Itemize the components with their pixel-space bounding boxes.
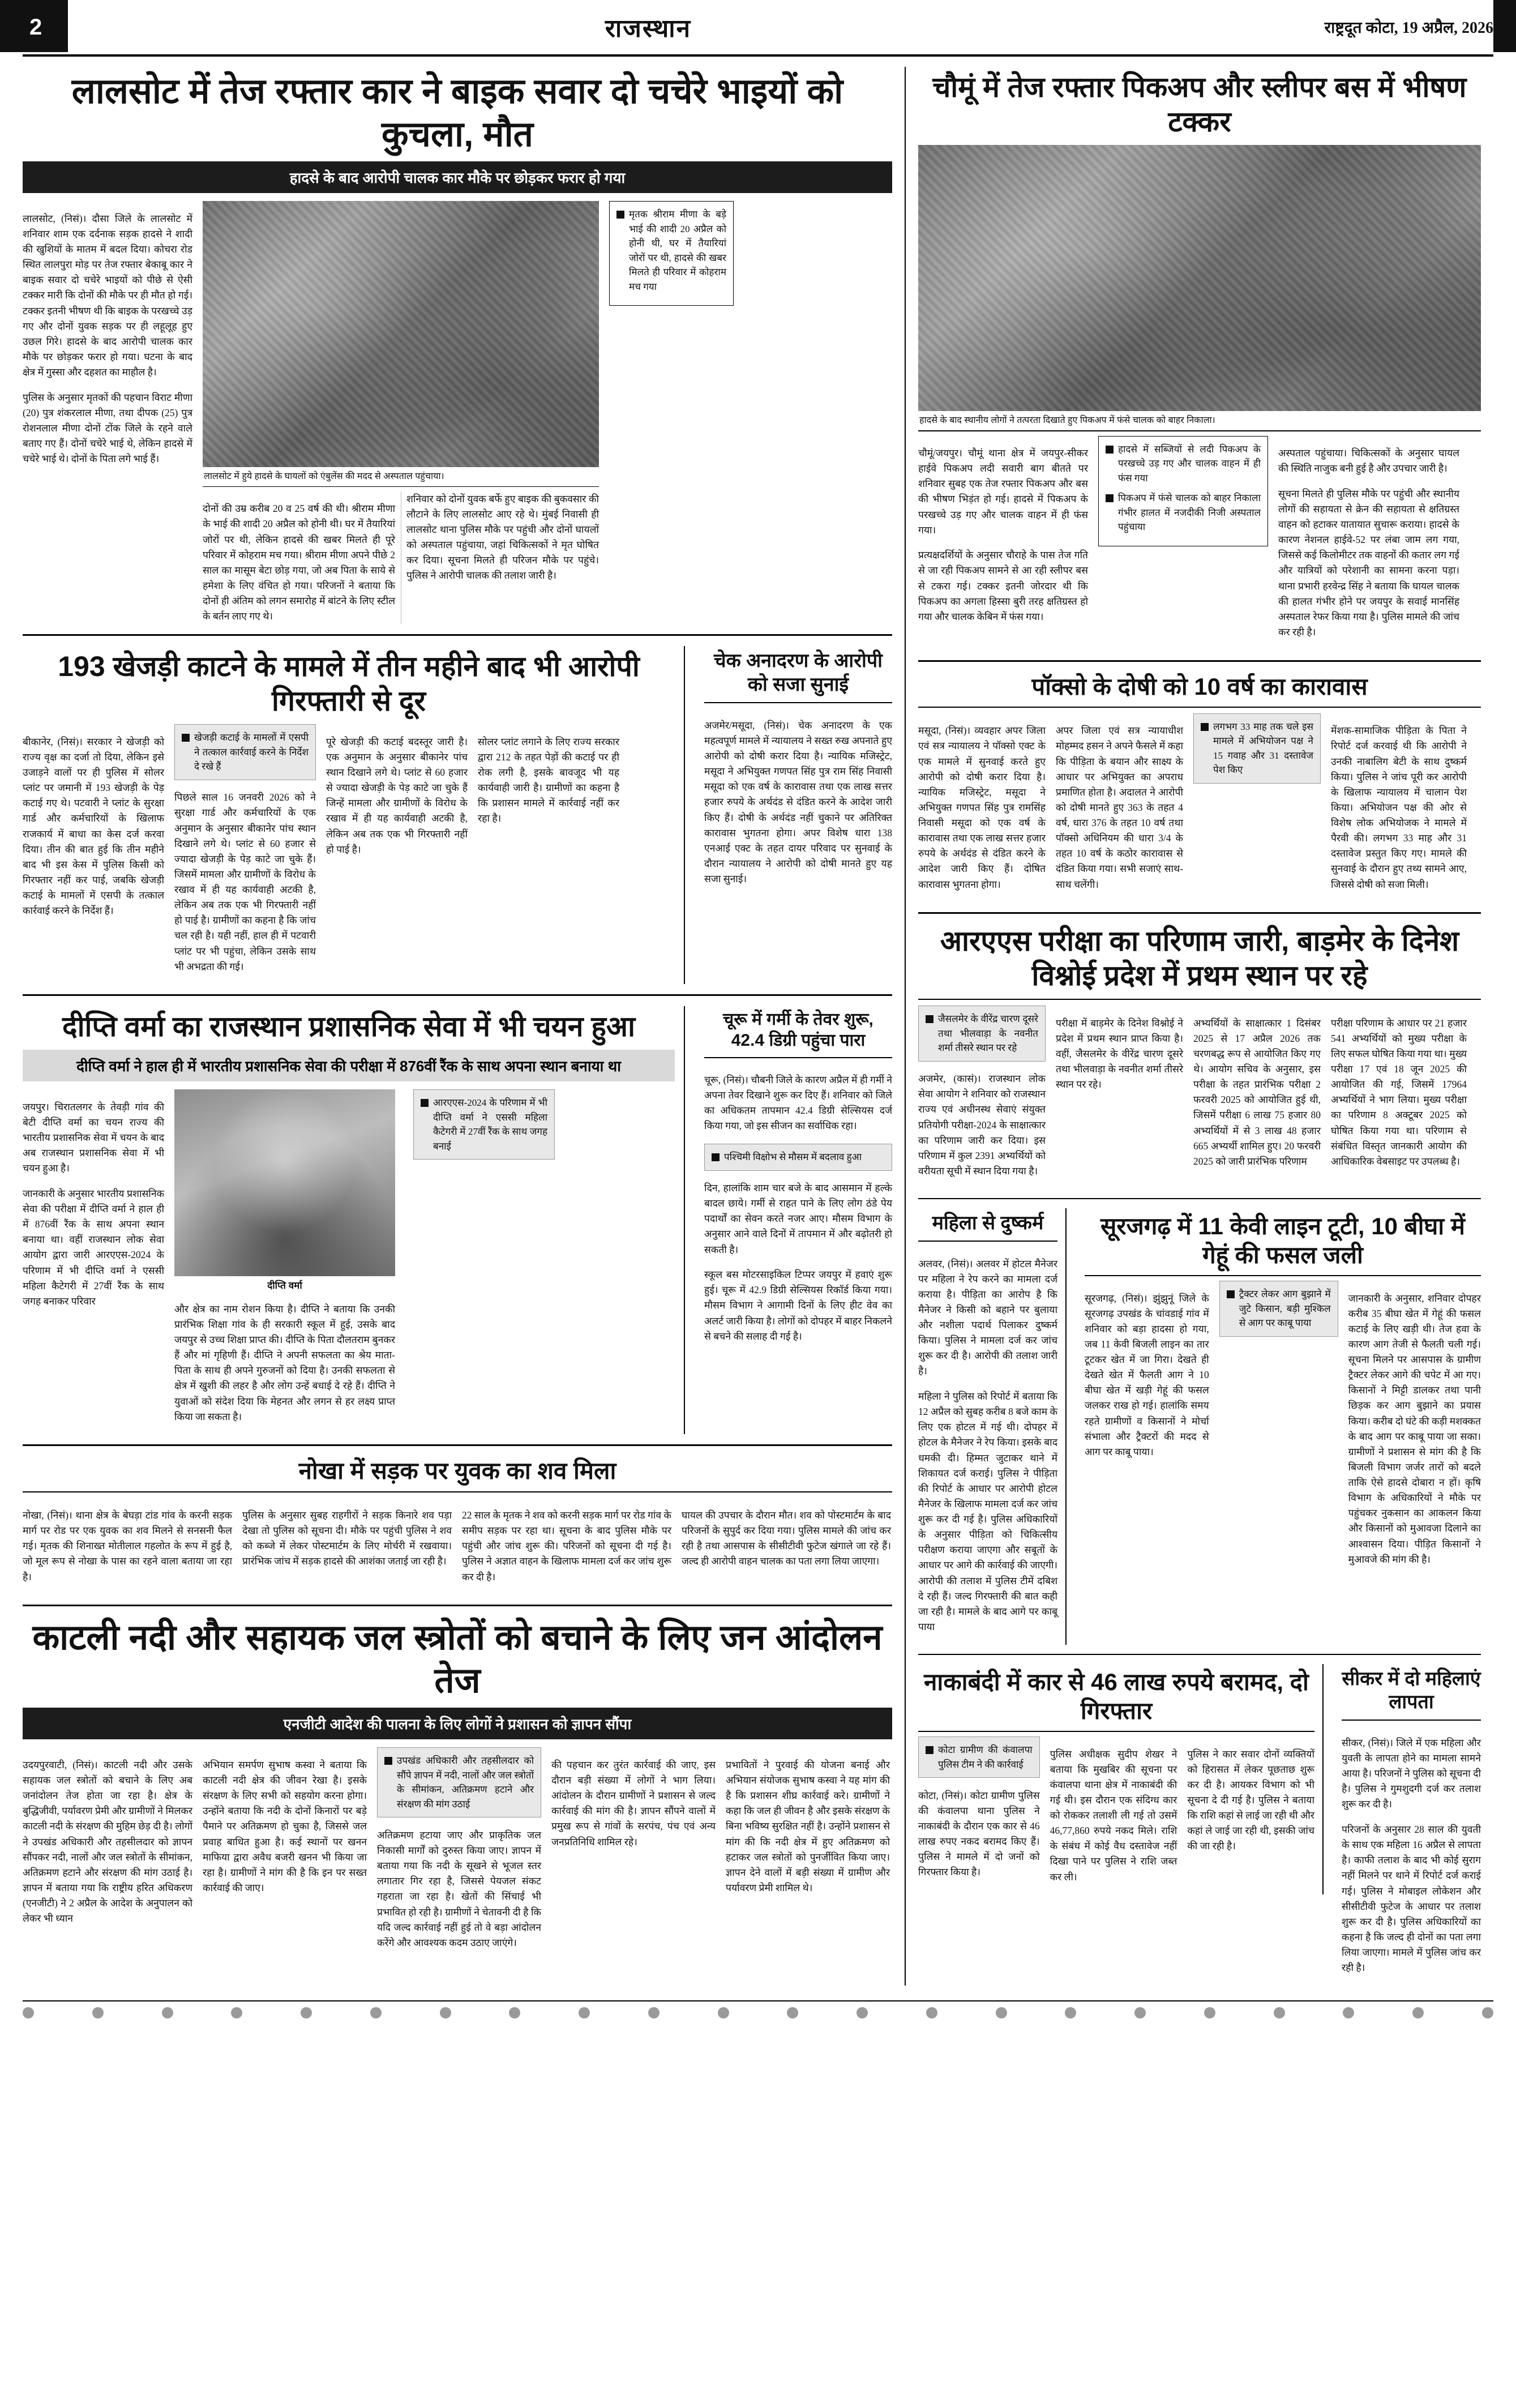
pocso-story bbox=[918, 672, 1481, 903]
deepti-headline: दीप्ति वर्मा का राजस्थान प्रशासनिक सेवा में भी चयन हुआ bbox=[62, 1011, 636, 1043]
suraj-sidebox bbox=[1219, 1281, 1338, 1337]
lead-para-3: दोनों की उम्र करीब 20 व 25 वर्ष की थी। श्रीराम मीणा के भाई की शादी 20 अप्रैल को होनी थी। घर में तैयारियां जोरों पर थी, लेकिन हादसे की खबर मिलते ही पूरे परिवार में कोहराम मच गया। श्रीराम मीणा अपने पीछे 2 साल का मासूम बेटा छोड़ गया, जो अब पिता के साये से हमेशा के लिए वंचित हो गया। परिजनों ने बताया कि दोनों ही अंतिम को लगन समारोह में बांटने के लिए स्टील के बर्तन लाए गए थे। bbox=[203, 503, 395, 622]
deepti-portrait bbox=[174, 1089, 395, 1276]
ras-story bbox=[918, 924, 1481, 1188]
khejari-para-2: पिछले साल 16 जनवरी 2026 को ने सुरक्षा गार्ड और कर्मचारियों के एक अनुमान के अनुसार बीकानेर पांच स्थान दिखाने लगे थे। प्लांट से 60 हजार से ज्यादा खेजड़ी के पेड़ काटे जा चुके हैं। जिसमें मामला और ग्रामीणों के विरोध के रखाव में ही यह कार्यवाही अटकी है, लेकिन अब तक एक भी गिरफ्तारी नहीं हो पाई है। ग्रामीणों का कहना है कि जांच चल रही है। यही नहीं, हाल ही में पटवारी प्लांट पर भी पहुंचा, लेकिन उसके साथ भी अभद्रता की गई। bbox=[174, 792, 316, 972]
mahila-headline: महिला से दुष्कर्म bbox=[932, 1212, 1044, 1234]
mahila-story bbox=[918, 1208, 1067, 1645]
nokha-para-4: घायल की उपचार के दौरान मौत। शव को पोस्टमार्टम के बाद परिजनों के सुपुर्द कर दिया गया। पुलिस मामले की जांच कर रही है तथा आसपास के सीसीटीवी फुटेज खंगाले जा रहे हैं। जल्द ही आरोपी वाहन चालक का पता लगा लिया जाएगा। bbox=[682, 1509, 891, 1567]
churu-sidebox bbox=[704, 1144, 892, 1171]
topright-para-1: चौमूं/जयपुर। चौमूं थाना क्षेत्र में जयपुर-सीकर हाईवे पिकअप लदी सवारी बाग बीतते पर शनिवार सुबह एक तेज रफ्तार पिकअप और बस की भीषण भिड़ंत हो गई। हादसे में पिकअप के परखच्चे उड़ गए और चालक वाहन में ही फंस गया। bbox=[918, 447, 1088, 536]
bullet-square-icon bbox=[384, 1757, 392, 1765]
footer-dot bbox=[926, 2007, 937, 2018]
footer-dot bbox=[162, 2007, 173, 2018]
churu-headline: चूरू में गर्मी के तेवर शुरू, 42.4 डिग्री पहुंचा पारा bbox=[723, 1010, 873, 1050]
lead-headline: लालसोट में तेज रफ्तार कार ने बाइक सवार दो चचेरे भाइयों को कुचला, मौत bbox=[71, 72, 843, 154]
right-column bbox=[906, 67, 1481, 1986]
katli-para-2: अभियान समर्पण सुभाष कस्वा ने बताया कि काटली नदी क्षेत्र की जीवन रेखा है। इसके संरक्षण के लिए सभी को सहयोग करना होगा। उन्होंने बताया कि नदी के दोनों किनारों पर बड़े पैमाने पर अतिक्रमण हो चुका है, जिससे जल प्रवाह बाधित हुआ है। कई स्थानों पर खनन माफिया द्वारा अवैध बजरी खनन भी किया जा रहा है। ग्रामीणों ने मांग की है कि इन पर सख्त कार्रवाई की जाए। bbox=[203, 1759, 367, 1893]
footer-dot bbox=[509, 2007, 520, 2018]
suraj-para-1: सूरजगढ़, (निसं)। झुंझुनूं जिले के सूरजगढ़ उपखंड के चांवडाई गांव में शनिवार को बड़ा हादसा हो गया, जब 11 केवी बिजली लाइन का तार टूटकर खेत में जा गिरा। देखते ही देखते खेत में फैलती आग ने 10 बीघा खेत में खड़ी गेहूं की फसल जलकर राख हो गई। हालांकि समय रहते ग्रामीणों व किसानों ने मोर्चा संभाला और ट्रैक्टरों की मदद से आग पर काबू पाया। bbox=[1085, 1292, 1209, 1457]
left-column bbox=[23, 67, 906, 1986]
ras-sidebox bbox=[918, 1006, 1046, 1062]
nokha-para-2: पुलिस के अनुसार सुबह राहगीरों ने सड़क किनारे शव पड़ा देखा तो पुलिस को सूचना दी। मौके पर पहुंची पुलिस ने शव को कब्जे में लेकर पोस्टमार्टम के लिए मोर्चरी में रखवाया। प्रारंभिक जांच में सड़क हादसे की आशंका जताई जा रही है। bbox=[242, 1509, 452, 1567]
katli-para-1: उदयपुरवाटी, (निसं)। काटली नदी और उसके सहायक जल स्त्रोतों को बचाने के लिए अब जनांदोलन तेज होता जा रहा है। क्षेत्र के बुद्धिजीवी, पर्यावरण प्रेमी और ग्रामीणों ने मिलकर काटली नदी के संरक्षण की मुहिम छेड़ दी है। लोगों ने उपखंड अधिकारी और तहसीलदार को ज्ञापन सौंपकर नदी, नालों और जल स्त्रोतों के सीमांकन, अतिक्रमण हटाने और संरक्षण की मांग उठाई है। ज्ञापन में बताया गया कि राष्ट्रीय हरित अधिकरण (एनजीटी) ने 2 अप्रैल के आदेश के अनुपालन को लेकर भी ध्यान bbox=[23, 1759, 192, 1924]
bullet-square-icon bbox=[1106, 494, 1114, 502]
khejari-para-3: पूरे खेजड़ी की कटाई बदस्तूर जारी है। एक अनुमान के अनुसार बीकानेर पांच स्थान दिखाने लगे थे। प्लांट से 60 हजार से ज्यादा खेजड़ी के पेड़ काटे जा चुके हैं जिन्हें मामला और ग्रामीणों के विरोध के रखाव में ही यह कार्यवाही अटकी है, लेकिन अब तक एक भी गिरफ्तारी नहीं हो पाई है। bbox=[326, 735, 468, 855]
chek-para: अजमेर/मसूदा, (निसं)। चेक अनादरण के एक महत्वपूर्ण मामले में न्यायालय ने सख्त रुख अपनाते हुए आरोपी को दोषी करार दिया है। न्यायिक मजिस्ट्रेट, मसूदा ने अभियुक्त गणपत सिंह पुत्र राम सिंह निवासी मसूदा को एक वर्ष के कारावास तथा एक लाख सत्तर हजार रुपये के अर्थदंड से दंडित करने के आदेश जारी किए हैं। दोषी के अर्थदंड नहीं चुकाने पर अतिरिक्त कारावास भुगतना होगा। अपर विशेष धारा 138 एनआई एक्ट के तहत दायर परिवाद पर सुनवाई के दौरान न्यायालय ने आरोपी को दोषी मानते हुए यह सजा सुनाई। bbox=[704, 719, 892, 885]
footer-dots bbox=[23, 2000, 1493, 2018]
chek-headline: चेक अनादरण के आरोपी को सजा सुनाई bbox=[714, 650, 883, 695]
chek-story bbox=[695, 646, 892, 896]
nakabandi-para-2: पुलिस अधीक्षक सुदीप शेखर ने बताया कि मुखबिर की सूचना पर कंवालपा थाना क्षेत्र में नाकाबंदी की गई थी। इस दौरान एक संदिग्ध कार को रोककर तलाशी ली गई तो उसमें 46,77,860 रुपये नकद मिले। राशि के संबंध में कोई वैध दस्तावेज नहीं दिखा पाने पर पुलिस ने राशि जब्त कर ली। bbox=[1050, 1748, 1177, 1883]
footer-dot bbox=[231, 2007, 242, 2018]
katli-headline: काटली नदी और सहायक जल स्त्रोतों को बचाने के लिए जन आंदोलन तेज bbox=[32, 1618, 883, 1700]
topright-bullet-2: पिकअप में फंसे चालक को बाहर निकाला गंभीर हालत में नजदीकी निजी अस्पताल पहुंचाया bbox=[1118, 493, 1261, 533]
khejari-block bbox=[23, 646, 892, 984]
churu-sidebox-text: पश्चिमी विक्षोभ से मौसम में बदलाव हुआ bbox=[724, 1152, 862, 1163]
topright-photo bbox=[918, 145, 1481, 411]
lead-sidebox bbox=[609, 201, 734, 306]
footer-dot bbox=[370, 2007, 382, 2018]
footer-dot bbox=[1065, 2007, 1076, 2018]
nokha-para-1: नोखा, (निसं)। थाना क्षेत्र के बेघड़ा टांड गांव के करनी सड़क मार्ग पर रोड पर एक युवक का शव मिलने से सनसनी फैल गई। मृतक की शिनाख्त मोतीलाल गहलोत के रूप में हुई है, जो मूल रूप से नोखा के पास का रहने वाला बताया जा रहा है। bbox=[23, 1509, 232, 1582]
suraj-headline: सूरजगढ़ में 11 केवी लाइन टूटी, 10 बीघा में गेहूं की फसल जली bbox=[1100, 1212, 1465, 1268]
bullet-square-icon bbox=[926, 1746, 933, 1754]
khejari-headline: 193 खेजड़ी काटने के मामले में तीन महीने बाद भी आरोपी गिरफ्तारी से दूर bbox=[58, 651, 640, 717]
topright-photo-caption: हादसे के बाद स्थानीय लोगों ने तत्परता दिखाते हुए पिकअप में फंसे चालक को बाहर निकाला। bbox=[918, 411, 1481, 431]
churu-para-2: दिन, हालांकि शाम चार बजे के बाद आसमान में हल्के बादल छाये। गर्मी से राहत पाने के लिए लोग ठंडे पेय पदार्थों का सेवन करते नजर आए। मौसम विभाग के अनुसार आने वाले दिनों में तापमान में और बढ़ोतरी हो सकती है। bbox=[704, 1182, 892, 1255]
katli-subbar: एनजीटी आदेश की पालना के लिए लोगों ने प्रशासन को ज्ञापन सौंपा bbox=[23, 1708, 892, 1739]
footer-dot bbox=[1343, 2007, 1354, 2018]
footer-dot bbox=[92, 2007, 104, 2018]
nokha-story bbox=[23, 1456, 892, 1594]
lead-subbar: हादसे के बाद आरोपी चालक कार मौके पर छोड़कर फरार हो गया bbox=[23, 161, 892, 193]
footer-dot bbox=[440, 2007, 451, 2018]
footer-dot bbox=[1482, 2007, 1493, 2018]
nakabandi-headline: नाकाबंदी में कार से 46 लाख रुपये बरामद, दो गिरफ्तार bbox=[924, 1668, 1309, 1724]
masthead-right-block bbox=[1493, 0, 1516, 52]
footer-dot bbox=[1274, 2007, 1285, 2018]
nakabandi-para-3: पुलिस ने कार सवार दोनों व्यक्तियों को हिरासत में लेकर पूछताछ शुरू कर दी है। आयकर विभाग को भी सूचना दे दी गई है। पुलिस ने बताया कि राशि कहां से लाई जा रही थी और कहां ले जाई जा रही थी, इसकी जांच की जा रही है। bbox=[1187, 1748, 1314, 1852]
mahila-suraj-block bbox=[918, 1208, 1481, 1645]
sikar-para-1: सीकर, (निसं)। जिले में एक महिला और युवती के लापता होने का मामला सामने आया है। परिजनों ने पुलिस को सूचना दी है। पुलिस ने गुमशुदगी दर्ज कर तलाश शुरू कर दी है। bbox=[1342, 1737, 1481, 1810]
suraj-sidebox-text: ट्रैक्टर लेकर आग बुझाने में जुटे किसान, बड़ी मुश्किल से आग पर काबू पाया bbox=[1239, 1289, 1331, 1329]
masthead bbox=[23, 0, 1493, 57]
topright-para-3: अस्पताल पहुंचाया। चिकित्सकों के अनुसार घायल की स्थिति नाजुक बनी हुई है और उपचार जारी है। bbox=[1278, 447, 1459, 474]
pocso-para-3: मेंशक-सामाजिक पीड़िता के पिता ने रिपोर्ट दर्ज करवाई थी कि आरोपी ने उनकी नाबालिग बेटी के साथ दुष्कर्म किया। पुलिस ने जांच पूरी कर आरोपी के खिलाफ न्यायालय में चालान पेश किया। अभियोजन पक्ष की ओर से विशेष लोक अभियोजक ने मामले में पैरवी की। लगभग 33 माह और 31 दस्तावेज प्रस्तुत किए गए। मामले की सुनवाई के दौरान हुए तथ्य सामने आए, जिससे दोषी को सजा मिली। bbox=[1331, 725, 1467, 890]
sikar-headline: सीकर में दो महिलाएं लापता bbox=[1342, 1667, 1481, 1713]
bullet-square-icon bbox=[1227, 1290, 1235, 1298]
bullet-square-icon bbox=[421, 1099, 429, 1107]
katli-para-5: प्रभावितों ने पुरवाई की योजना बनाई और अभियान संयोजक सुभाष कस्वा ने यह मांग की है कि प्रशासन शीघ्र कार्रवाई करे। ग्रामीणों ने कहा कि जल ही जीवन है और इसके संरक्षण के बिना भविष्य सुरक्षित नहीं है। उन्होंने प्रशासन से मांग की कि नदी क्षेत्र में हुए अतिक्रमण को हटाकर जल स्त्रोतों को पुनर्जीवित किया जाए। ज्ञापन देने वालों में बड़ी संख्या में ग्रामीण और पर्यावरण प्रेमी शामिल थे। bbox=[726, 1759, 890, 1893]
nakabandi-sidebox bbox=[918, 1737, 1040, 1778]
topright-bullets bbox=[1098, 436, 1268, 546]
bullet-square-icon bbox=[926, 1015, 933, 1023]
pocso-headline: पॉक्सो के दोषी को 10 वर्ष का कारावास bbox=[1031, 673, 1368, 700]
deepti-subbar: दीप्ति वर्मा ने हाल ही में भारतीय प्रशासनिक सेवा की परीक्षा में 876वीं रैंक के साथ अपना स्थान बनाया था bbox=[23, 1050, 675, 1081]
lead-para-4: शनिवार को दोनों युवक बर्फे हुए बाइक की बुकवसार की लौटाने के लिए लालसोट आए रहे थे। मुंबई निवासी ही लालसोट थाना पुलिस मौके पर पहुंची और दोनों घायलों को अस्पताल पहुंचाया, जहां चिकित्सकों ने मृत घोषित कर दिया। सूचना मिलते ही परिजन मौके पर पहुंचे। पुलिस ने आरोपी चालक की तलाश जारी है। bbox=[406, 493, 599, 581]
ras-para-2: परीक्षा में बाड़मेर के दिनेश विश्नोई ने प्रदेश में प्रथम स्थान प्राप्त किया है। वहीं, जैसलमेर के वीरेंद्र चारण दूसरे तथा भीलवाड़ा के नवनीत शर्मा तीसरे स्थान पर रहे। bbox=[1056, 1017, 1183, 1090]
bullet-square-icon bbox=[1106, 446, 1114, 454]
nakabandi-sikar-block bbox=[918, 1664, 1481, 1986]
lead-para-2: पुलिस के अनुसार मृतकों की पहचान विराट मीणा (20) पुत्र शंकरलाल मीणा, तथा दीपक (25) पुत्र रोशनलाल मीणा दोनों टोंक जिले के रहने वाले बताए गए हैं। दोनों चचेरे भाई थे, लेकिन हादसे में चचेरे भाई थे। दोनों के पिता लगे भाई हैं। bbox=[23, 391, 192, 465]
suraj-story bbox=[1077, 1208, 1481, 1577]
topright-story bbox=[918, 70, 1481, 650]
khejari-sidebox-text: खेजड़ी कटाई के मामलों में एसपी ने तत्काल कार्रवाई करने के निर्देश दे रखे हैं bbox=[194, 732, 309, 772]
footer-dot bbox=[996, 2007, 1007, 2018]
lead-story bbox=[23, 70, 892, 624]
nakabandi-bullet-text: कोटा ग्रामीण की कंवालपा पुलिस टीम ने की कार्रवाई bbox=[938, 1744, 1033, 1770]
lead-photo bbox=[203, 201, 599, 467]
deepti-sidebox-text: आरएएस-2024 के परिणाम में भी दीप्ति वर्मा ने एससी महिला कैटेगरी में 27वीं रैंक के साथ जगह बनाई bbox=[433, 1097, 547, 1152]
footer-dot bbox=[857, 2007, 868, 2018]
bullet-square-icon bbox=[182, 734, 190, 742]
footer-dot bbox=[648, 2007, 659, 2018]
topright-bullet-1: हादसे में सब्जियों से लदी पिकअप के परखच्चे उड़ गए और चालक वाहन में ही फंस गया bbox=[1118, 443, 1261, 484]
footer-dot bbox=[579, 2007, 590, 2018]
deepti-block bbox=[23, 1006, 892, 1434]
topright-headline: चौमूं में तेज रफ्तार पिकअप और स्लीपर बस में भीषण टक्कर bbox=[932, 71, 1467, 138]
footer-dot bbox=[787, 2007, 798, 2018]
lead-para-1: लालसोट, (निसं)। दौसा जिले के लालसोट में शनिवार शाम एक दर्दनाक सड़क हादसे ने शादी की खुशियों के मातम में बदल दिया। कोचरा रोड स्थित लालपुरा मोड़ पर तेज रफ्तार बेकाबू कार ने बाइक सवार दो चचेरे भाइयों को पीछे से ऐसी टक्कर मारी कि दोनों की मौके पर ही मौत हो गई। टक्कर इतनी भीषण थी कि बाइक के परखच्चे उड़ गए और दोनों युवक सड़क पर ही लहूलूह हुए उछल गिरे। हादसे के बाद आरोपी चालक कार मौके पर छोड़कर फरार हो गया। घटना के बाद क्षेत्र में गुस्सा और दहशत का माहौल है। bbox=[23, 212, 192, 378]
lead-text-col1 bbox=[23, 201, 192, 477]
bullet-square-icon bbox=[1201, 723, 1209, 731]
footer-dot bbox=[1412, 2007, 1424, 2018]
khejari-para-1: बीकानेर, (निसं)। सरकार ने खेजड़ी को राज्य वृक्ष का दर्जा तो दिया, लेकिन इसे उजाड़ने वालों पर ही पुलिस में सोलर प्लांट पर जमानी में 193 खेजड़ी के पेड़ कटाई गए थे। पटवारी ने प्लांट के सुरक्षा गार्ड और कर्मचारियों के खिलाफ राजकार्य में बाधा का केस दर्ज करवा दिया। तीन की बात हुई कि तीन महीने बाद भी इस केस में पुलिस किसी को गिरफ्तार नहीं कर पाई, जबकि खेजड़ी कटाई के मामलों में एसपी के तत्काल कार्रवाई करने के निर्देश हैं। bbox=[23, 735, 164, 917]
ras-para-3: अभ्यर्थियों के साक्षात्कार 1 दिसंबर 2025 से 17 अप्रैल 2026 तक चरणबद्ध रूप से आयोजित किए गए थे। आयोग सचिव के अनुसार, इस परीक्षा के तहत प्रारंभिक परीक्षा 2 फरवरी 2025 को आयोजित हुई थी, जिसमें परीक्षा 6 लाख 75 हजार 80 अभ्यर्थियों में से 3 लाख 48 हजार 665 अभ्यर्थी शामिल हुए। 20 फरवरी 2025 को जारी प्रारंभिक परिणाम bbox=[1193, 1017, 1321, 1167]
deepti-para-2: जानकारी के अनुसार भारतीय प्रशासनिक सेवा की परीक्षा में दीप्ति वर्मा ने हाल ही में 876वीं रैंक के साथ अपना स्थान बनाया था। वहीं राजस्थान लोक सेवा आयोग द्वारा जारी आरएएस-2024 के परिणाम में भी दीप्ति वर्मा ने एससी महिला कैटेगरी में 27वीं रैंक के साथ जगह बनाकर परिवार bbox=[23, 1187, 164, 1307]
katli-story bbox=[23, 1616, 892, 1960]
ras-para-1: अजमेर, (कासं)। राजस्थान लोक सेवा आयोग ने शनिवार को राजस्थान राज्य एवं अधीनस्थ सेवाएं संयुक्त प्रतियोगी परीक्षा-2024 के साक्षात्कार का परिणाम जारी कर दिया। इस परिणाम में कुल 2391 अभ्यर्थियों को वरीयता सूची में स्थान दिया गया है। bbox=[918, 1073, 1046, 1177]
churu-para-3: स्कूल बस मोटरसाइकिल टिप्पर जयपुर में हवाएं शुरू हुई। चूरू में 42.9 डिग्री सेल्सियस रिकॉर्ड किया गया। मौसम विभाग ने आगामी दिनों के लिए हीट वेव का अलर्ट जारी किया है। लोगों को दोपहर में बाहर निकलने से बचने की सलाह दी गई है। bbox=[704, 1269, 892, 1342]
footer-dot bbox=[23, 2007, 34, 2018]
lead-sidebox-text: मृतक श्रीराम मीणा के बड़े भाई की शादी 20 अप्रैल को होनी थी, घर में तैयारियां जोरों पर थी, हादसे की खबर मिलते ही परिवार में कोहराम मच गया bbox=[629, 209, 726, 292]
pocso-para-1: मसूदा, (निसं)। व्यवहार अपर जिला एवं सत्र न्यायालय ने पॉक्सो एक्ट के एक मामले में सुनवाई करते हुए आरोपी को दोषी करार दिया है। न्यायिक मजिस्ट्रेट, मसूदा ने अभियुक्त गणपत सिंह पुत्र रामसिंह निवासी मसूदा को एक वर्ष के कारावास तथा एक लाख सत्तर हजार रुपये के अर्थदंड से दंडित करने के आदेश जारी किए हैं। दोषित कारावास भुगतना होगा। bbox=[918, 725, 1046, 890]
deepti-para-3: और क्षेत्र का नाम रोशन किया है। दीप्ति ने बताया कि उनकी प्रारंभिक शिक्षा गांव के ही सरकारी स्कूल में हुई, उसके बाद जयपुर से उच्च शिक्षा प्राप्त की। दीप्ति के पिता दौलतराम बुनकर हैं और मां गृहिणी हैं। दीप्ति ने अपनी सफलता का श्रेय माता-पिता के साथ ही अपने गुरुजनों को दिया है। उनकी सफलता से क्षेत्र में खुशी की लहर है और लोग उन्हें बधाई दे रहे हैं। दीप्ति ने युवाओं को संदेश दिया कि मेहनत और लगन से हर लक्ष्य प्राप्त किया जा सकता है। bbox=[174, 1303, 395, 1422]
footer-dot bbox=[1204, 2007, 1215, 2018]
ras-para-4: परीक्षा परिणाम के आधार पर 21 हजार 541 अभ्यर्थियों को मुख्य परीक्षा के लिए सफल घोषित किया गया था। मुख्य परीक्षा 17 एवं 18 जून 2025 की आयोजित की गई, जिसमें 17964 अभ्यर्थियों ने भाग लिया। मुख्य परीक्षा का परिणाम 8 अक्टूबर 2025 को घोषित किया गया था। परिणाम से संबंधित विस्तृत जानकारी आयोग की आधिकारिक वेबसाइट पर उपलब्ध है। bbox=[1331, 1017, 1467, 1167]
deepti-para-1: जयपुर। चिरातलगर के तेवड़ी गांव की बेटी दीप्ति वर्मा का चयन राज्य की भारतीय प्रशासनिक सेवा में चयन के बाद अब राजस्थान प्रशासनिक सेवा में भी चयन हुआ है। bbox=[23, 1101, 164, 1174]
bullet-square-icon bbox=[712, 1153, 720, 1161]
nakabandi-story bbox=[918, 1664, 1324, 1895]
sikar-para-2: परिजनों के अनुसार 28 साल की युवती के साथ एक महिला 16 अप्रैल से लापता है। काफी तलाश के बाद भी कोई सुराग नहीं मिलने पर थाने में रिपोर्ट दर्ज कराई गई। पुलिस ने मोबाइल लोकेशन और सीसीटीवी फुटेज के आधार पर तलाश शुरू कर दी है। पुलिस अधिकारियों का कहना है कि जल्द ही दोनों का पता लगा लिया जाएगा। मामले में पुलिस जांच कर रही है। bbox=[1342, 1824, 1481, 1974]
katli-para-4: की पहचान कर तुरंत कार्रवाई की जाए, इस दौरान बड़ी संख्या में लोगों ने भाग लिया। आंदोलन के दौरान ग्रामीणों ने प्रशासन से जल्द कार्रवाई की मांग की है। ज्ञापन सौंपने वालों में प्रमुख रूप से गांवों के सरपंच, पंच एवं अन्य जनप्रतिनिधि शामिल रहे। bbox=[551, 1759, 716, 1847]
mahila-para-2: महिला ने पुलिस को रिपोर्ट में बताया कि 12 अप्रैल को सुबह करीब 8 बजे काम के लिए एक होटल में गई थी। दोपहर में होटल के मैनेजर ने रेप किया। इसके बाद धमकी दी। हिम्मत जुटाकर थाने में शिकायत दर्ज कराई। पुलिस ने पीड़िता की रिपोर्ट के आधार पर आरोपी होटल मैनेजर के खिलाफ मामला दर्ज कर जांच शुरू कर दी गई है। पुलिस अधिकारियों के अनुसार पीड़िता को चिकित्सीय परीक्षण कराया जाएगा और सबूतों के आधार पर आगे की कार्रवाई की जाएगी। आरोपी की तलाश में पुलिस टीमें दबिश दे रही हैं। जल्द गिरफ्तारी की बात कही जा रही है। मामले के बाद आगे पर काबू पाया bbox=[918, 1391, 1057, 1632]
topright-para-4: सूचना मिलते ही पुलिस मौके पर पहुंची और स्थानीय लोगों की सहायता से क्रेन की सहायता से क्षतिग्रस्त वाहन को हटाकर यातायात सुचारू कराया। हादसे के कारण नेशनल हाईवे-52 पर लंबा जाम लग गया, जिससे कई किलोमीटर तक वाहनों की कतार लग गई और यात्रियों को परेशानी का सामना करना पड़ा। थाना प्रभारी हरवेन्द्र सिंह ने बताया कि घायल चालक की हालत गंभीर होने पर जयपुर के सवाई मानसिंह अस्पताल रेफर किया गया है। पुलिस मामले की जांच कर रही है। bbox=[1278, 487, 1459, 638]
deepti-portrait-caption: दीप्ति वर्मा bbox=[267, 1280, 302, 1291]
bullet-square-icon bbox=[616, 211, 624, 219]
footer-dot bbox=[718, 2007, 729, 2018]
nokha-para-3: 22 साल के मृतक ने शव को करनी सड़क मार्ग पर रोड गांव के समीप सड़क पर रहा था। सूचना के बाद पुलिस मौके पर पहुंची और जांच शुरू की। परिजनों को सूचना दी गई है। पुलिस ने अज्ञात वाहन के खिलाफ मामला दर्ज कर जांच शुरू कर दी है। bbox=[462, 1509, 671, 1582]
suraj-para-2: जानकारी के अनुसार, शनिवार दोपहर करीब 35 बीघा खेत में गेहूं की फसल कटाई के लिए खड़ी थी। तेज हवा के कारण आग तेजी से फैलती चली गई। सूचना मिलने पर आसपास के ग्रामीण ट्रैक्टर लेकर आगे की चपेट में आ गए। किसानों ने मिट्टी डालकर तथा पानी छिड़क कर आग बुझाने का प्रयास किया। करीब दो घंटे की कड़ी मशक्कत के बाद आग पर काबू पाया जा सका। ग्रामीणों ने प्रशासन से मांग की है कि बिजली विभाग जर्जर तारों को बदले ताकि ऐसे हादसे दोबारा न हों। कृषि विभाग के अधिकारियों ने मौके पर पहुंचकर नुकसान का आकलन किया और किसानों को मुआवजा दिलाने का आश्वासन दिया। पीड़ित किसानों ने मुआवजे की मांग की है। bbox=[1348, 1292, 1481, 1565]
lead-photo-caption: लालसोट में हुये हादसे के घायलों को एंबुलेंस की मदद से अस्पताल पहुंचाया। bbox=[203, 467, 599, 487]
page-number: 2 bbox=[29, 14, 42, 40]
footer-dot bbox=[1134, 2007, 1146, 2018]
masthead-edition: राष्ट्रदूत कोटा, 19 अप्रैल, 2026 bbox=[1324, 19, 1493, 37]
pocso-sidebox bbox=[1193, 713, 1321, 784]
churu-para-1: चूरू, (निसं)। चौबनी जिले के कारण अप्रैल में ही गर्मी ने अपना तेवर दिखाने शुरू कर दिए हैं। शनिवार को जिले का अधिकतम तापमान 42.4 डिग्री सेल्सियस दर्ज किया गया, जो इस सीजन का सर्वाधिक रहा। bbox=[704, 1074, 892, 1132]
sikar-story bbox=[1334, 1664, 1481, 1986]
nokha-headline: नोखा में सड़क पर युवक का शव मिला bbox=[298, 1457, 616, 1485]
page-content bbox=[23, 67, 1493, 1986]
masthead-title: राजस्थान bbox=[605, 15, 692, 42]
churu-story bbox=[695, 1006, 892, 1354]
pocso-para-2: अपर जिला एवं सत्र न्यायाधीश मोहम्मद हसन ने अपने फैसले में कहा कि पीड़िता के बयान और साक्ष्य के आधार पर अभियुक्त का अपराध प्रमाणित होता है। अदालत ने आरोपी को दोषी मानते हुए 363 के तहत 4 वर्ष, धारा 376 के तहत 10 वर्ष तथा पॉक्सो अधिनियम की धारा 3/4 के तहत 10 वर्ष के कठोर कारावास से दंडित किया गया। सभी सजाएं साथ-साथ चलेंगी। bbox=[1056, 725, 1183, 890]
nakabandi-para-1: कोटा, (निसं)। कोटा ग्रामीण पुलिस की कंवालपा थाना पुलिस ने नाकाबंदी के दौरान एक कार से 46 लाख रुपए नकद बरामद किए हैं। पुलिस ने मामले में दो जनों को गिरफ्तार किया है। bbox=[918, 1789, 1040, 1878]
footer-dot bbox=[301, 2007, 312, 2018]
pocso-bullet-text: लगभग 33 माह तक चले इस मामले में अभियोजन पक्ष ने 15 गवाह और 31 दस्तावेज पेश किए bbox=[1213, 721, 1313, 776]
ras-headline: आरएएस परीक्षा का परिणाम जारी, बाड़मेर के दिनेश विश्नोई प्रदेश में प्रथम स्थान पर रहे bbox=[940, 925, 1459, 992]
khejari-sidebox bbox=[174, 724, 316, 780]
deepti-sidebox bbox=[413, 1089, 555, 1160]
mahila-para-1: अलवर, (निसं)। अलवर में होटल मैनेजर पर महिला ने रेप करने का मामला दर्ज कराया है। पीड़िता का आरोप है कि मैनेजर ने किसी को बहाने पर बुलाया और नशीला पदार्थ पिलाकर दुष्कर्म किया। पुलिस ने मामला दर्ज कर जांच शुरू कर दी है। आरोपी की तलाश जारी है। bbox=[918, 1258, 1057, 1377]
katli-para-3: अतिक्रमण हटाया जाए और प्राकृतिक जल निकासी मार्गों को दुरुस्त किया जाए। ज्ञापन में बताया गया कि नदी के सूखने से भूजल स्तर लगातार गिर रहा है, जिससे पेयजल संकट गहराता जा रहा है। खेतों की सिंचाई भी प्रभावित हो रही है। ग्रामीणों ने चेतावनी दी है कि यदि जल्द कार्रवाई नहीं हुई तो वे बड़ा आंदोलन करेंगे और आवश्यक कदम उठाए जाएंगे। bbox=[377, 1829, 541, 1948]
topright-para-2: प्रत्यक्षदर्शियों के अनुसार चौराहे के पास तेज गति से जा रही पिकअप सामने से आ रही स्लीपर बस से टकरा गई। टक्कर इतनी जोरदार थी कि पिकअप का अगला हिस्सा बुरी तरह क्षतिग्रस्त हो गया और चालक केबिन में फंस गया। bbox=[918, 549, 1088, 622]
ras-sidebox-text: जैसलमेर के वीरेंद्र चारण दूसरे तथा भीलवाड़ा के नवनीत शर्मा तीसरे स्थान पर रहे bbox=[938, 1013, 1038, 1054]
katli-sidebox bbox=[377, 1747, 541, 1817]
katli-sidebox-text: उपखंड अधिकारी और तहसीलदार को सौंपे ज्ञापन में नदी, नालों और जल स्त्रोतों के सीमांकन, अतिक्रमण हटाने और संरक्षण की मांग उठाई bbox=[397, 1755, 534, 1810]
khejari-para-4: सोलर प्लांट लगाने के लिए राज्य सरकार द्वारा 212 के तहत पेड़ों की कटाई पर ही रोक लगी है, इसके बावजूद भी यह कार्यवाही जारी है। ग्रामीणों का कहना है कि प्रशासन मामले में कार्रवाई नहीं कर रहा है। bbox=[478, 735, 619, 824]
